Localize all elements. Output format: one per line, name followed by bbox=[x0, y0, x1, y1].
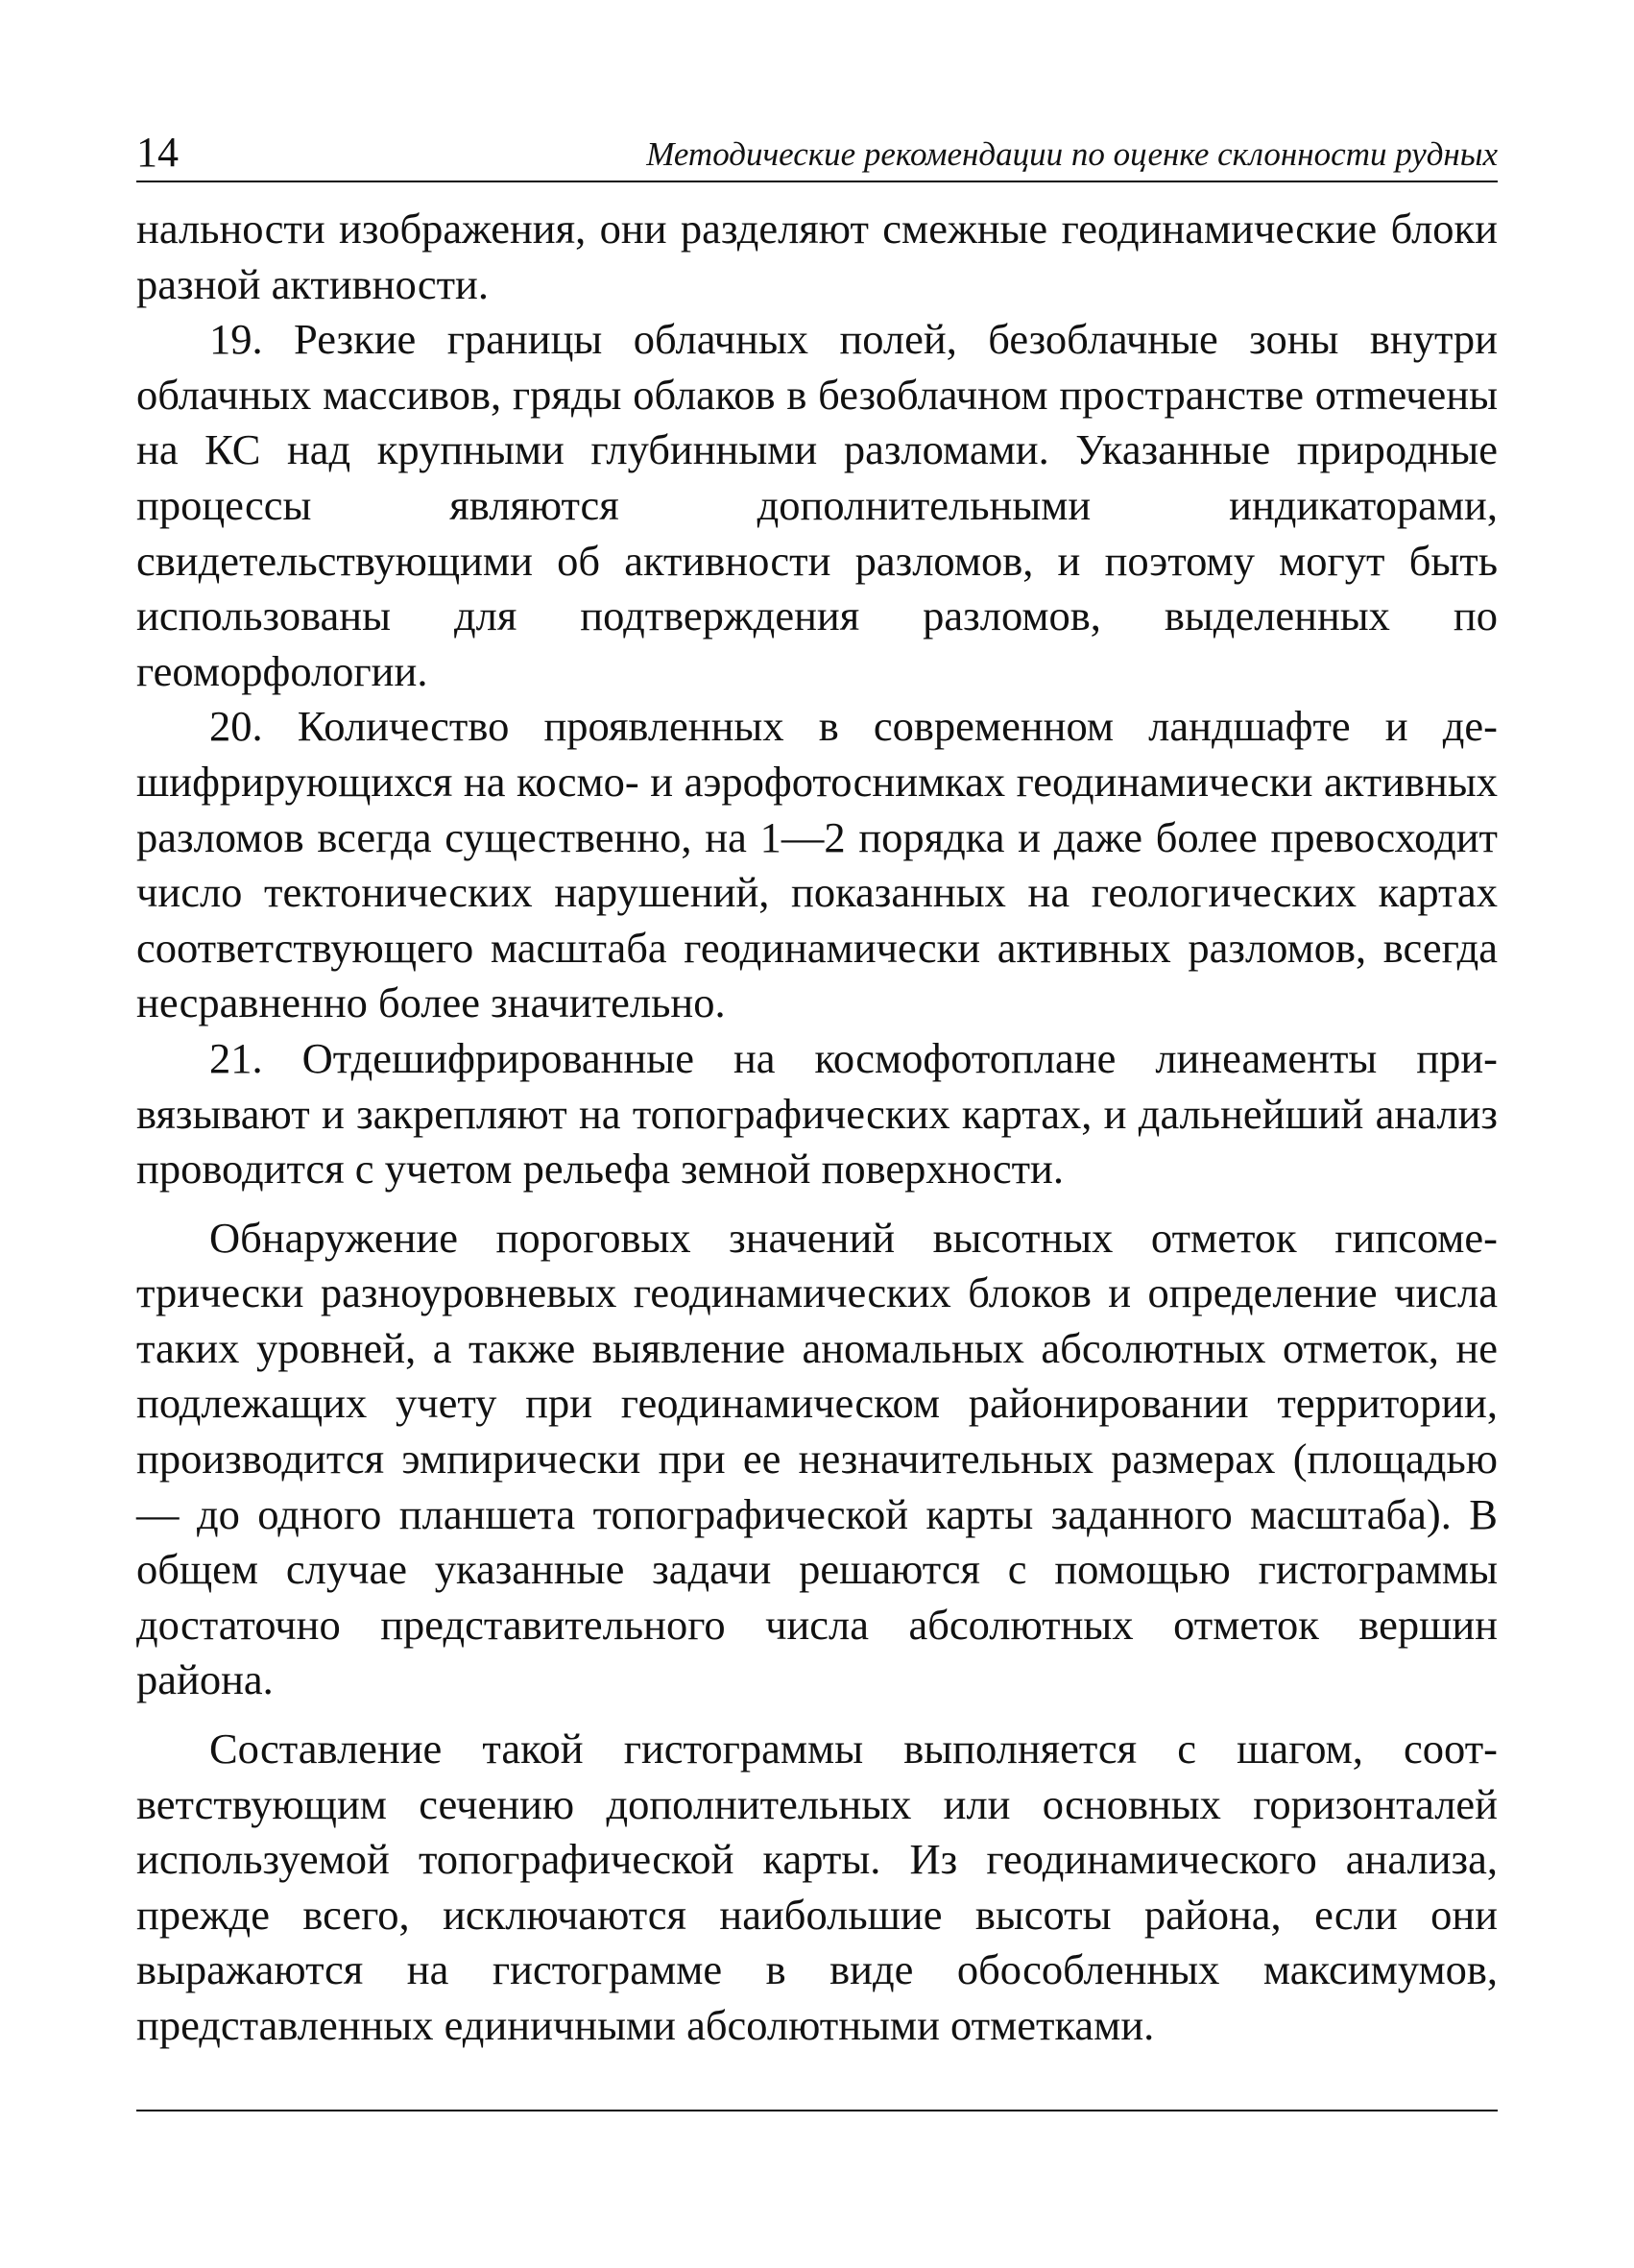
paragraph-item-20: 20. Количество проявленных в современном ландшафте и дешифрирующихся на космо- и аэрофотоснимках геодинамически активных разломов всегда существенно, на 1—2 порядка и даже более превосходит число тектонических нарушений, показанных на геологических картах соответствующего масштаба геодинамически активных разломов, всегда несравненно более значительно. bbox=[136, 702, 1498, 1027]
paragraph-item-19: 19. Резкие границы облачных полей, безоблачные зоны внутри облачных массивов, гряды облаков в безоблачном пространстве отmечены на КС над крупными глубинными разломами. Указанные природные процессы являются дополнительными индикаторами, свидетельствующими об активности разломов, и поэтому могут быть использованы для подтверждения разломов, выделенных по геоморфологии. bbox=[136, 315, 1498, 695]
paragraph-continuation: нальности изображения, они разделяют смежные геодинамические блоки разной активности. bbox=[136, 205, 1498, 308]
running-title: Методические рекомендации по оценке склонности рудных bbox=[646, 135, 1498, 173]
body-text bbox=[136, 202, 1498, 2054]
page-header bbox=[136, 130, 1498, 180]
header-rule bbox=[136, 181, 1498, 182]
paragraph-item-21: 21. Отдешифрированные на космофотоплане линеаменты привязывают и закрепляют на топографических картах, и дальнейший анализ проводится с учетом рельефа земной поверхности. bbox=[136, 1033, 1498, 1194]
paragraph-histogram: Составление такой гистограммы выполняется с шагом, соответствующим сечению дополнительных или основных горизонталей используемой топографической карты. Из геодинамического анализа, прежде всего, исключаются наибольшие высоты района, если они выражаются на гистограмме в виде обособленных максимумов, представленных единичными абсолютными отметками. bbox=[136, 1725, 1498, 2049]
page-number: 14 bbox=[136, 129, 179, 176]
paragraph-thresholds: Обнаружение пороговых значений высотных отметок гипсометрически разноуровневых геодинамических блоков и определение числа таких уровней, а также выявление аномальных абсолютных отметок, не подлежащих учету при геодинамическом районировании территории, производится эмпирически при ее незначительных размерах (площадью — до одного планшета топографической карты заданного масштаба). В общем случае указанные задачи решаются с помощью гистограммы достаточно представительного числа абсолютных отметок вершин района. bbox=[136, 1213, 1498, 1704]
footer-rule bbox=[136, 2110, 1498, 2111]
